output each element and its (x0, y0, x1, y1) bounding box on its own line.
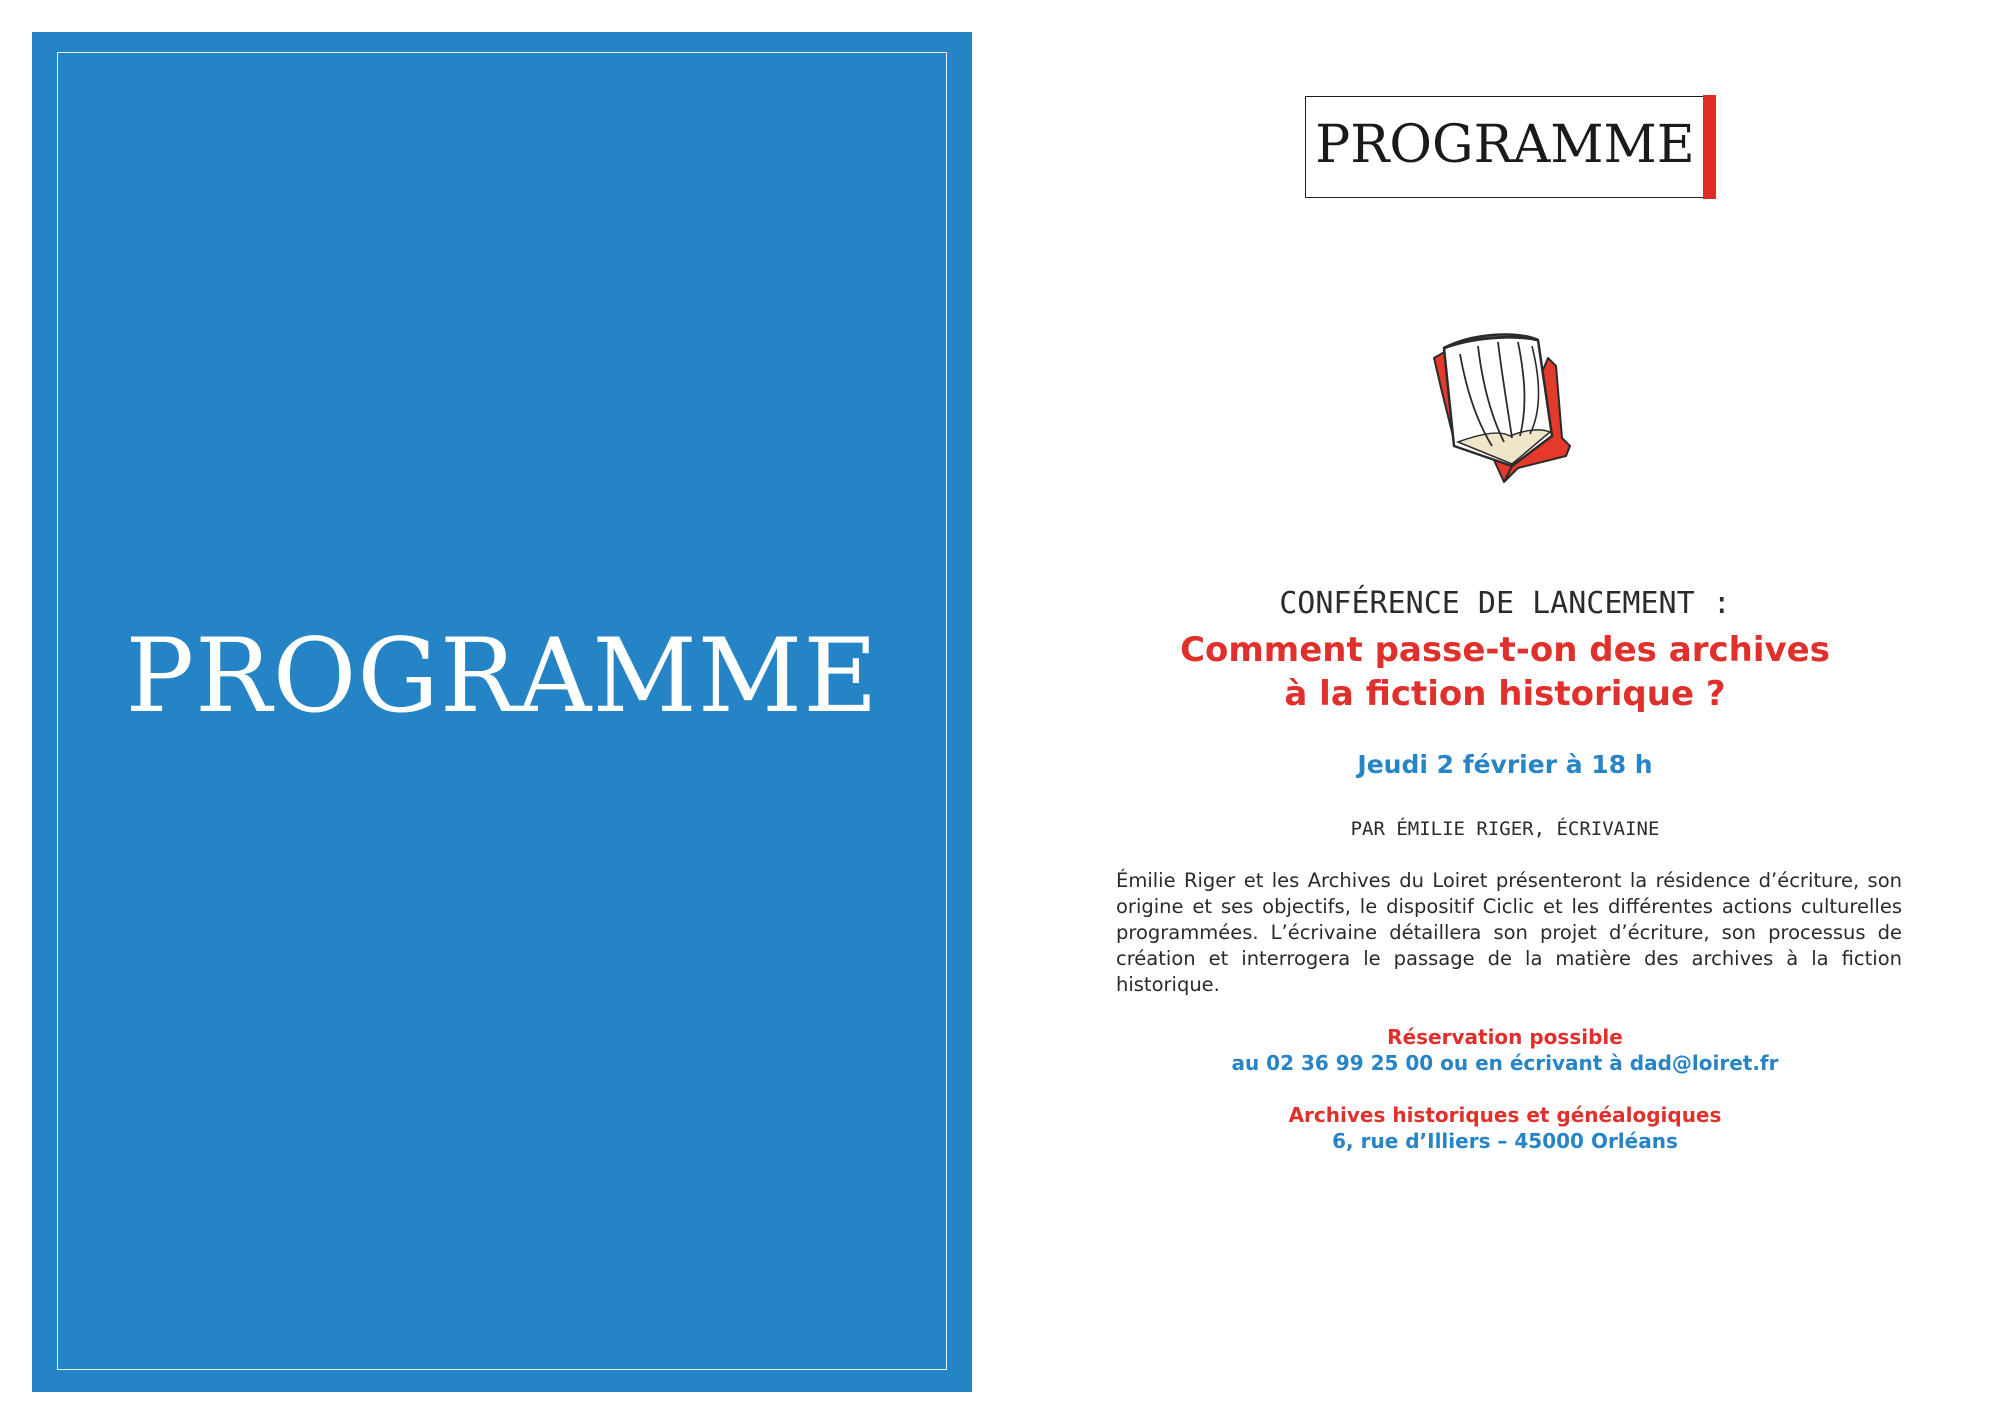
conference-title-line2: à la fiction historique ? (1284, 674, 1726, 714)
venue-name: Archives historiques et généalogiques (1288, 1103, 1722, 1127)
title-accent-bar (1703, 95, 1716, 199)
cover-title: PROGRAMME (125, 617, 879, 736)
cover-panel (32, 32, 972, 1392)
reservation-contact: au 02 36 99 25 00 ou en écrivant à dad@loiret.fr (1231, 1051, 1779, 1075)
event-description: Émilie Riger et les Archives du Loiret présenteront la résidence d’écriture, son origine et ses objectifs, le dispositif Ciclic et les différentes actions culturelles programmées. L’écrivaine détaillera son projet d’écriture, son processus de création et interrogera le passage de la matière des archives à la fiction historique. (1116, 869, 1902, 996)
programme-page (1100, 0, 1910, 1419)
event-date: Jeudi 2 février à 18 h (1357, 750, 1653, 779)
event-speaker: PAR ÉMILIE RIGER, ÉCRIVAINE (1350, 818, 1660, 840)
conference-label: CONFÉRENCE DE LANCEMENT : (1279, 586, 1731, 621)
venue-address: 6, rue d’Illiers – 45000 Orléans (1332, 1129, 1678, 1153)
programme-title: PROGRAMME (1315, 115, 1695, 175)
conference-title-line1: Comment passe-t-on des archives (1180, 630, 1830, 670)
conference-title (1100, 628, 1910, 716)
reservation-heading: Réservation possible (1387, 1025, 1623, 1049)
open-book-icon (1420, 328, 1592, 496)
programme-title-box (1305, 96, 1715, 198)
